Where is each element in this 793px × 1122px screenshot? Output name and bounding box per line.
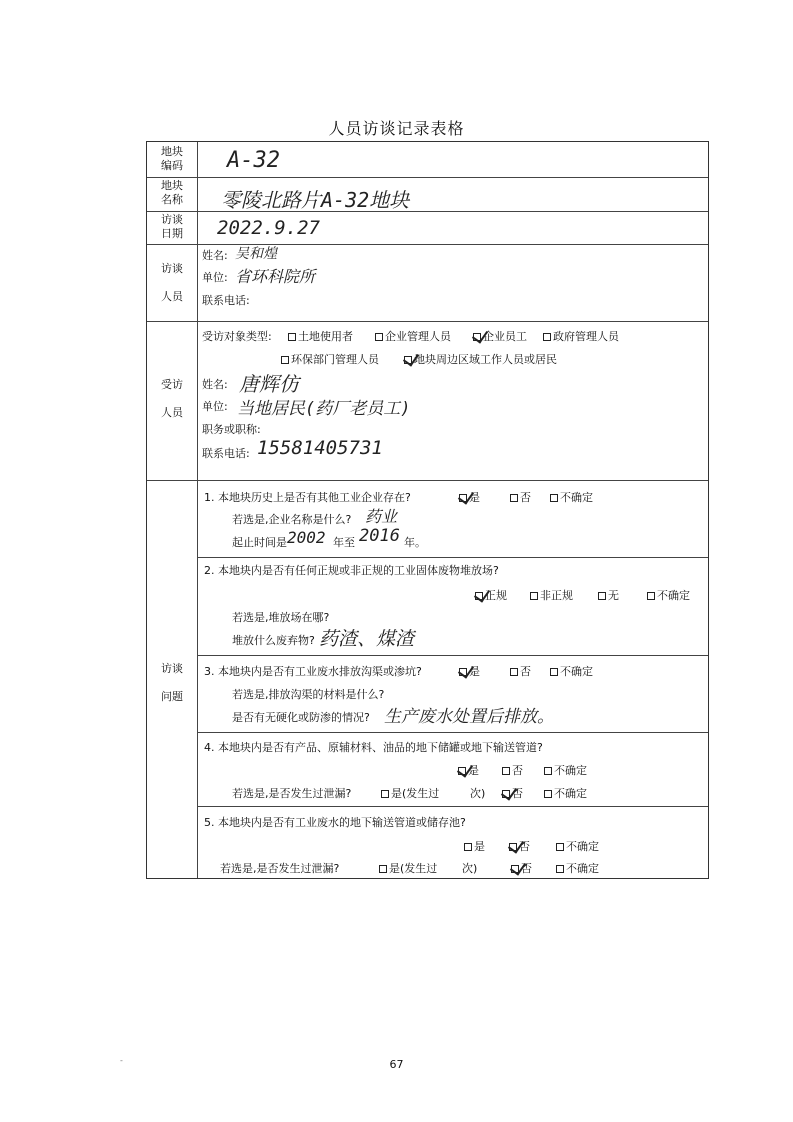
checkbox[interactable] (375, 333, 383, 341)
q4-option[interactable]: 否 (502, 762, 523, 778)
label-interview-date: 访谈 日期 (161, 213, 183, 240)
checkbox-checked[interactable] (509, 843, 517, 851)
q4-option[interactable]: 是 (458, 762, 479, 778)
q5-leak-yes[interactable]: 是(发生过 (379, 860, 437, 876)
q5-option[interactable]: 不确定 (556, 838, 599, 854)
q4-text: 4. 本地块内是否有产品、原辅材料、油品的地下储罐或地下输送管道? (204, 741, 543, 754)
checkbox[interactable] (556, 843, 564, 851)
checkbox[interactable] (598, 592, 606, 600)
q1-follow2-suffix: 年。 (404, 536, 426, 549)
interviewee-title-label: 职务或职称: (202, 423, 261, 436)
checkbox[interactable] (381, 790, 389, 798)
question-divider (197, 655, 708, 656)
q1-follow2-mid: 年至 (333, 536, 355, 549)
q1-year-end: 2016 (359, 526, 400, 546)
checkbox[interactable] (281, 356, 289, 364)
checkbox-checked[interactable] (502, 790, 510, 798)
checkbox-checked[interactable] (473, 333, 481, 341)
plot-name-value: 零陵北路片A-32地块 (221, 188, 410, 212)
q1-follow2-prefix: 起止时间是 (232, 536, 287, 549)
interview-date-value: 2022.9.27 (217, 217, 320, 239)
interviewee-type-label: 受访对象类型: (202, 330, 272, 343)
interviewer-unit-label: 单位: (202, 271, 228, 284)
interviewee-unit-value: 当地居民(药厂老员工) (237, 399, 411, 419)
margin-mark: - (120, 1056, 123, 1065)
q1-year-start: 2002 (287, 528, 326, 547)
type-option[interactable]: 土地使用者 (288, 328, 353, 344)
q2-text: 2. 本地块内是否有任何正规或非正规的工业固体废物堆放场? (204, 564, 499, 577)
checkbox-checked[interactable] (458, 767, 466, 775)
q5-follow1: 若选是,是否发生过泄漏? (220, 862, 340, 875)
interviewer-unit-value: 省环科院所 (235, 267, 316, 286)
interviewee-name-value: 唐辉仿 (239, 372, 299, 396)
question-divider (197, 732, 708, 733)
q1-option[interactable]: 是 (459, 489, 480, 505)
checkbox-checked[interactable] (459, 668, 467, 676)
q3-text: 3. 本地块内是否有工业废水排放沟渠或渗坑? (204, 665, 422, 678)
checkbox-checked[interactable] (511, 865, 519, 873)
q2-option[interactable]: 非正规 (530, 587, 573, 603)
row-divider (147, 480, 708, 481)
checkbox-checked[interactable] (404, 356, 412, 364)
q3-follow2: 是否有无硬化或防渗的情况? (232, 711, 370, 724)
type-option[interactable]: 环保部门管理人员 (281, 351, 379, 367)
checkbox[interactable] (544, 790, 552, 798)
label-questions: 访谈 问题 (161, 662, 183, 703)
interviewee-unit-label: 单位: (202, 400, 228, 413)
interviewer-name-value: 吴和煌 (235, 246, 277, 262)
checkbox[interactable] (543, 333, 551, 341)
q3-option[interactable]: 否 (510, 663, 531, 679)
label-interviewee: 受访 人员 (161, 378, 183, 419)
checkbox[interactable] (647, 592, 655, 600)
checkbox[interactable] (544, 767, 552, 775)
checkbox-checked[interactable] (459, 494, 467, 502)
question-divider (197, 557, 708, 558)
q4-option[interactable]: 不确定 (544, 762, 587, 778)
q1-company-answer: 药业 (365, 507, 398, 526)
checkbox-checked[interactable] (475, 592, 483, 600)
type-option[interactable]: 地块周边区域工作人员或居民 (404, 351, 557, 367)
checkbox[interactable] (530, 592, 538, 600)
question-divider (197, 806, 708, 807)
q1-text: 1. 本地块历史上是否有其他工业企业存在? (204, 491, 411, 504)
q2-option[interactable]: 不确定 (647, 587, 690, 603)
q5-leak-option[interactable]: 否 (511, 860, 532, 876)
interviewee-phone-value: 15581405731 (257, 437, 383, 459)
q3-option[interactable]: 是 (459, 663, 480, 679)
q5-option[interactable]: 是 (464, 838, 485, 854)
q3-follow1: 若选是,排放沟渠的材料是什么? (232, 688, 385, 701)
page-number: 67 (389, 1058, 404, 1071)
interviewee-phone-label: 联系电话: (202, 447, 250, 460)
checkbox[interactable] (556, 865, 564, 873)
q2-waste-answer: 药渣、煤渣 (319, 628, 415, 650)
q2-follow1: 若选是,堆放场在哪? (232, 611, 330, 624)
q2-option[interactable]: 正规 (475, 587, 507, 603)
q1-follow1: 若选是,企业名称是什么? (232, 513, 352, 526)
form-title: 人员访谈记录表格 (328, 119, 465, 138)
checkbox[interactable] (288, 333, 296, 341)
q1-option[interactable]: 否 (510, 489, 531, 505)
checkbox[interactable] (464, 843, 472, 851)
q1-option[interactable]: 不确定 (550, 489, 593, 505)
row-divider (147, 244, 708, 245)
row-divider (147, 177, 708, 178)
q4-leak-option[interactable]: 不确定 (544, 785, 587, 801)
checkbox[interactable] (510, 494, 518, 502)
interviewer-name-label: 姓名: (202, 249, 228, 262)
q3-option[interactable]: 不确定 (550, 663, 593, 679)
interviewer-phone-label: 联系电话: (202, 294, 250, 307)
checkbox[interactable] (379, 865, 387, 873)
label-plot-name: 地块 名称 (161, 179, 183, 206)
q4-leak-option[interactable]: 否 (502, 785, 523, 801)
row-divider (147, 321, 708, 322)
checkbox[interactable] (550, 494, 558, 502)
q2-option[interactable]: 无 (598, 587, 619, 603)
q5-leak-option[interactable]: 不确定 (556, 860, 599, 876)
interviewee-name-label: 姓名: (202, 378, 228, 391)
type-option[interactable]: 企业员工 (473, 328, 527, 344)
interview-form (146, 141, 709, 879)
label-interviewer: 访谈 人员 (161, 262, 183, 303)
checkbox[interactable] (550, 668, 558, 676)
checkbox[interactable] (502, 767, 510, 775)
label-column-divider (197, 142, 198, 878)
type-option[interactable]: 政府管理人员 (543, 328, 619, 344)
q5-text: 5. 本地块内是否有工业废水的地下输送管道或储存池? (204, 816, 466, 829)
plot-code-value: A-32 (227, 148, 280, 173)
q3-seepage-answer: 生产废水处置后排放。 (384, 707, 554, 727)
q4-leak-times: 次) (470, 787, 486, 800)
q4-leak-yes[interactable]: 是(发生过 (381, 785, 439, 801)
q2-follow2: 堆放什么废弃物? (232, 634, 315, 647)
type-option[interactable]: 企业管理人员 (375, 328, 451, 344)
label-plot-code: 地块 编码 (161, 145, 183, 172)
q5-leak-times: 次) (462, 862, 478, 875)
q4-follow1: 若选是,是否发生过泄漏? (232, 787, 352, 800)
q5-option[interactable]: 否 (509, 838, 530, 854)
checkbox[interactable] (510, 668, 518, 676)
